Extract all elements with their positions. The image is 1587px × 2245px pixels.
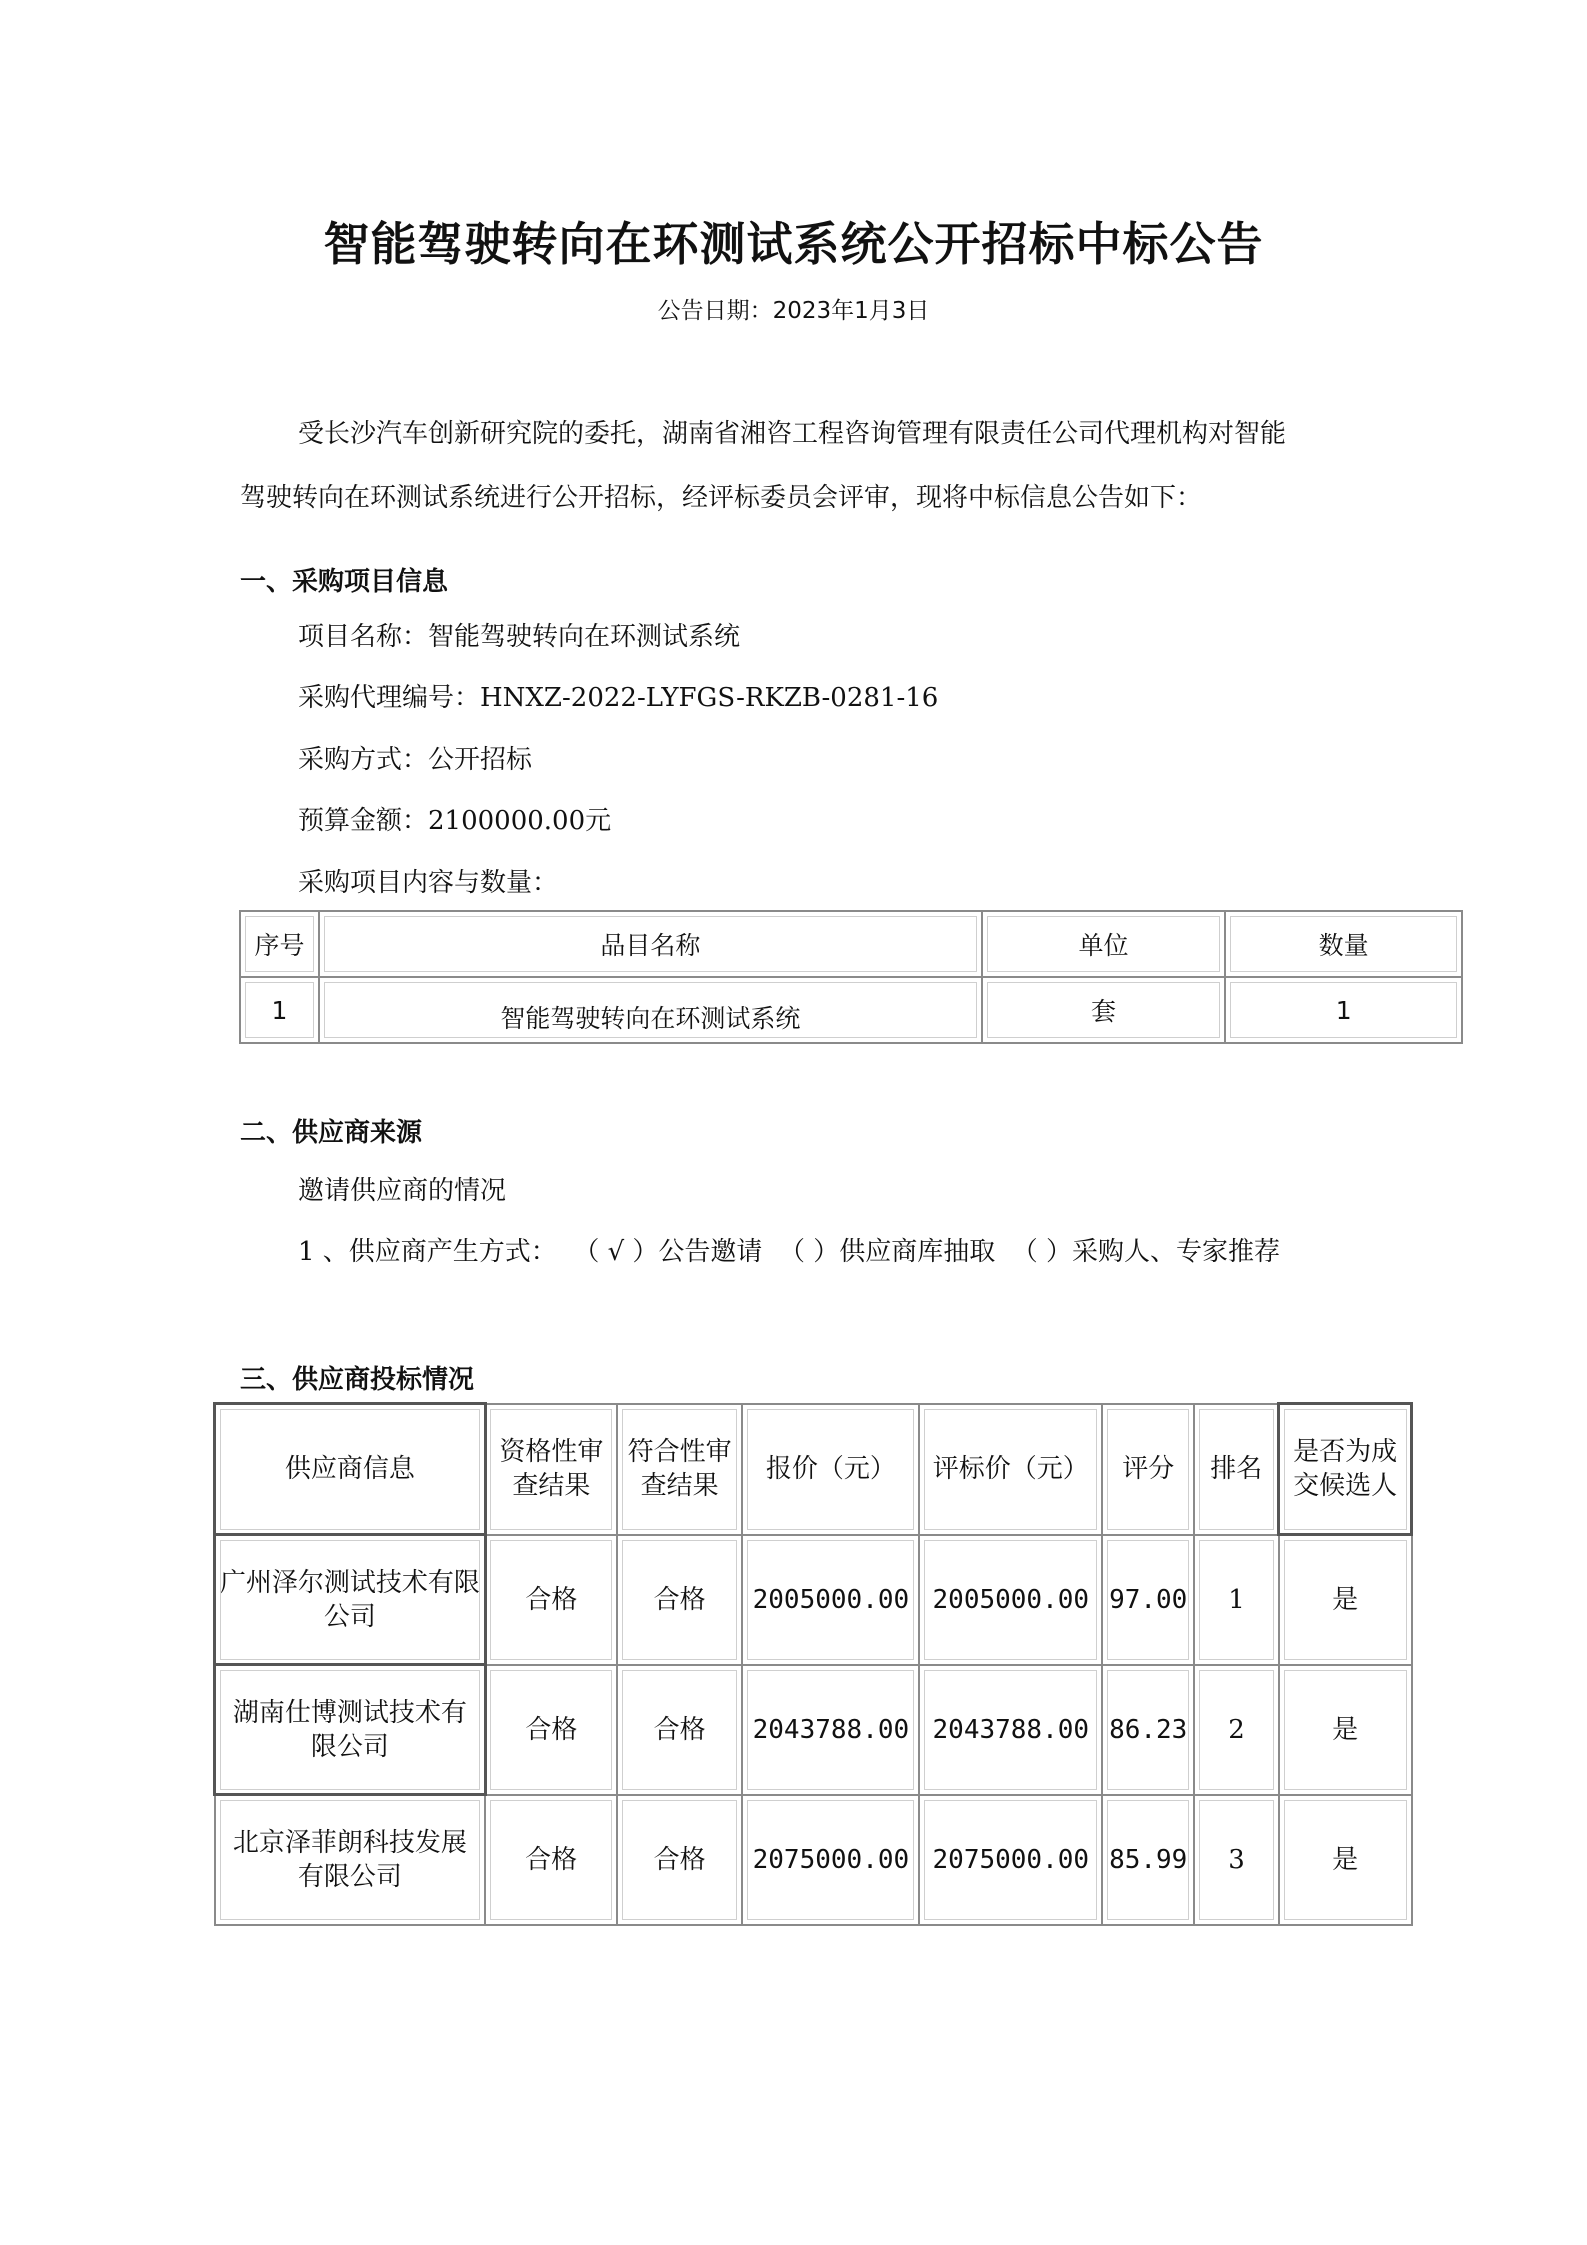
procurement-method: 采购方式：公开招标 (298, 745, 533, 775)
header-cell: 序号 (240, 911, 319, 977)
table-row (215, 1665, 1412, 1795)
supplier-cell: 北京泽菲朗科技发展有限公司 (215, 1795, 486, 1925)
table-cell: 智能驾驶转向在环测试系统 (319, 977, 982, 1043)
table-cell: 2 (1194, 1665, 1279, 1795)
table-cell: 85.99 (1102, 1795, 1194, 1925)
header-cell: 品目名称 (319, 911, 982, 977)
project-name: 项目名称：智能驾驶转向在环测试系统 (298, 622, 741, 652)
supplier-cell: 湖南仕博测试技术有限公司 (215, 1665, 486, 1795)
table-cell: 2043788.00 (742, 1665, 919, 1795)
header-cell: 评分 (1102, 1404, 1194, 1535)
table-cell: 合格 (617, 1795, 743, 1925)
header-cell: 评标价（元） (919, 1404, 1102, 1535)
section2-heading: 二、供应商来源 (240, 1118, 423, 1148)
header-cell: 排名 (1194, 1404, 1279, 1535)
page-title: 智能驾驶转向在环测试系统公开招标中标公告 (323, 217, 1264, 271)
table-cell: 套 (982, 977, 1226, 1043)
intro-line-2: 驾驶转向在环测试系统进行公开招标，经评标委员会评审，现将中标信息公告如下： (240, 483, 1203, 513)
table-row (215, 1795, 1412, 1925)
agency-number: 采购代理编号：HNXZ-2022-LYFGS-RKZB-0281-16 (298, 683, 939, 713)
bids-table-header (215, 1404, 1412, 1535)
header-cell: 是否为成交候选人 (1279, 1404, 1412, 1535)
header-cell: 数量 (1225, 911, 1462, 977)
announcement-date: 公告日期：2023年1月3日 (657, 298, 930, 324)
table-cell: 2075000.00 (919, 1795, 1102, 1925)
invite-subheading: 邀请供应商的情况 (298, 1176, 507, 1206)
table-cell: 2005000.00 (742, 1535, 919, 1665)
supplier-cell: 广州泽尔测试技术有限公司 (215, 1535, 486, 1665)
table-cell: 97.00 (1102, 1535, 1194, 1665)
table-cell: 2075000.00 (742, 1795, 919, 1925)
table-cell: 86.23 (1102, 1665, 1194, 1795)
header-cell: 报价（元） (742, 1404, 919, 1535)
table-cell: 1 (240, 977, 319, 1043)
supplier-method-line: 1 、供应商产生方式： （ √ ）公告邀请 （ ）供应商库抽取 （ ）采购人、专家推荐 (298, 1237, 1281, 1267)
table-cell: 是 (1279, 1665, 1412, 1795)
items-table-header (240, 911, 1462, 977)
header-cell: 单位 (982, 911, 1226, 977)
table-cell: 合格 (617, 1665, 743, 1795)
budget-amount: 预算金额：2100000.00元 (298, 806, 612, 836)
table-cell: 1 (1194, 1535, 1279, 1665)
section3-heading: 三、供应商投标情况 (240, 1365, 475, 1395)
table-cell: 2043788.00 (919, 1665, 1102, 1795)
table-cell: 合格 (485, 1665, 617, 1795)
table-cell: 合格 (485, 1535, 617, 1665)
table-row (215, 1535, 1412, 1665)
header-cell: 供应商信息 (215, 1404, 486, 1535)
table-cell: 是 (1279, 1795, 1412, 1925)
table-cell: 3 (1194, 1795, 1279, 1925)
intro-line-1: 受长沙汽车创新研究院的委托，湖南省湘咨工程咨询管理有限责任公司代理机构对智能 (298, 419, 1287, 449)
table-cell: 1 (1225, 977, 1462, 1043)
table-cell: 合格 (617, 1535, 743, 1665)
table-cell: 是 (1279, 1535, 1412, 1665)
content-label: 采购项目内容与数量： (298, 868, 559, 898)
table-cell: 合格 (485, 1795, 617, 1925)
header-cell: 符合性审查结果 (617, 1404, 743, 1535)
items-table (239, 910, 1463, 1044)
table-row (240, 977, 1462, 1043)
table-cell: 2005000.00 (919, 1535, 1102, 1665)
header-cell: 资格性审查结果 (485, 1404, 617, 1535)
section1-heading: 一、采购项目信息 (240, 567, 449, 597)
bids-table (213, 1402, 1413, 1926)
